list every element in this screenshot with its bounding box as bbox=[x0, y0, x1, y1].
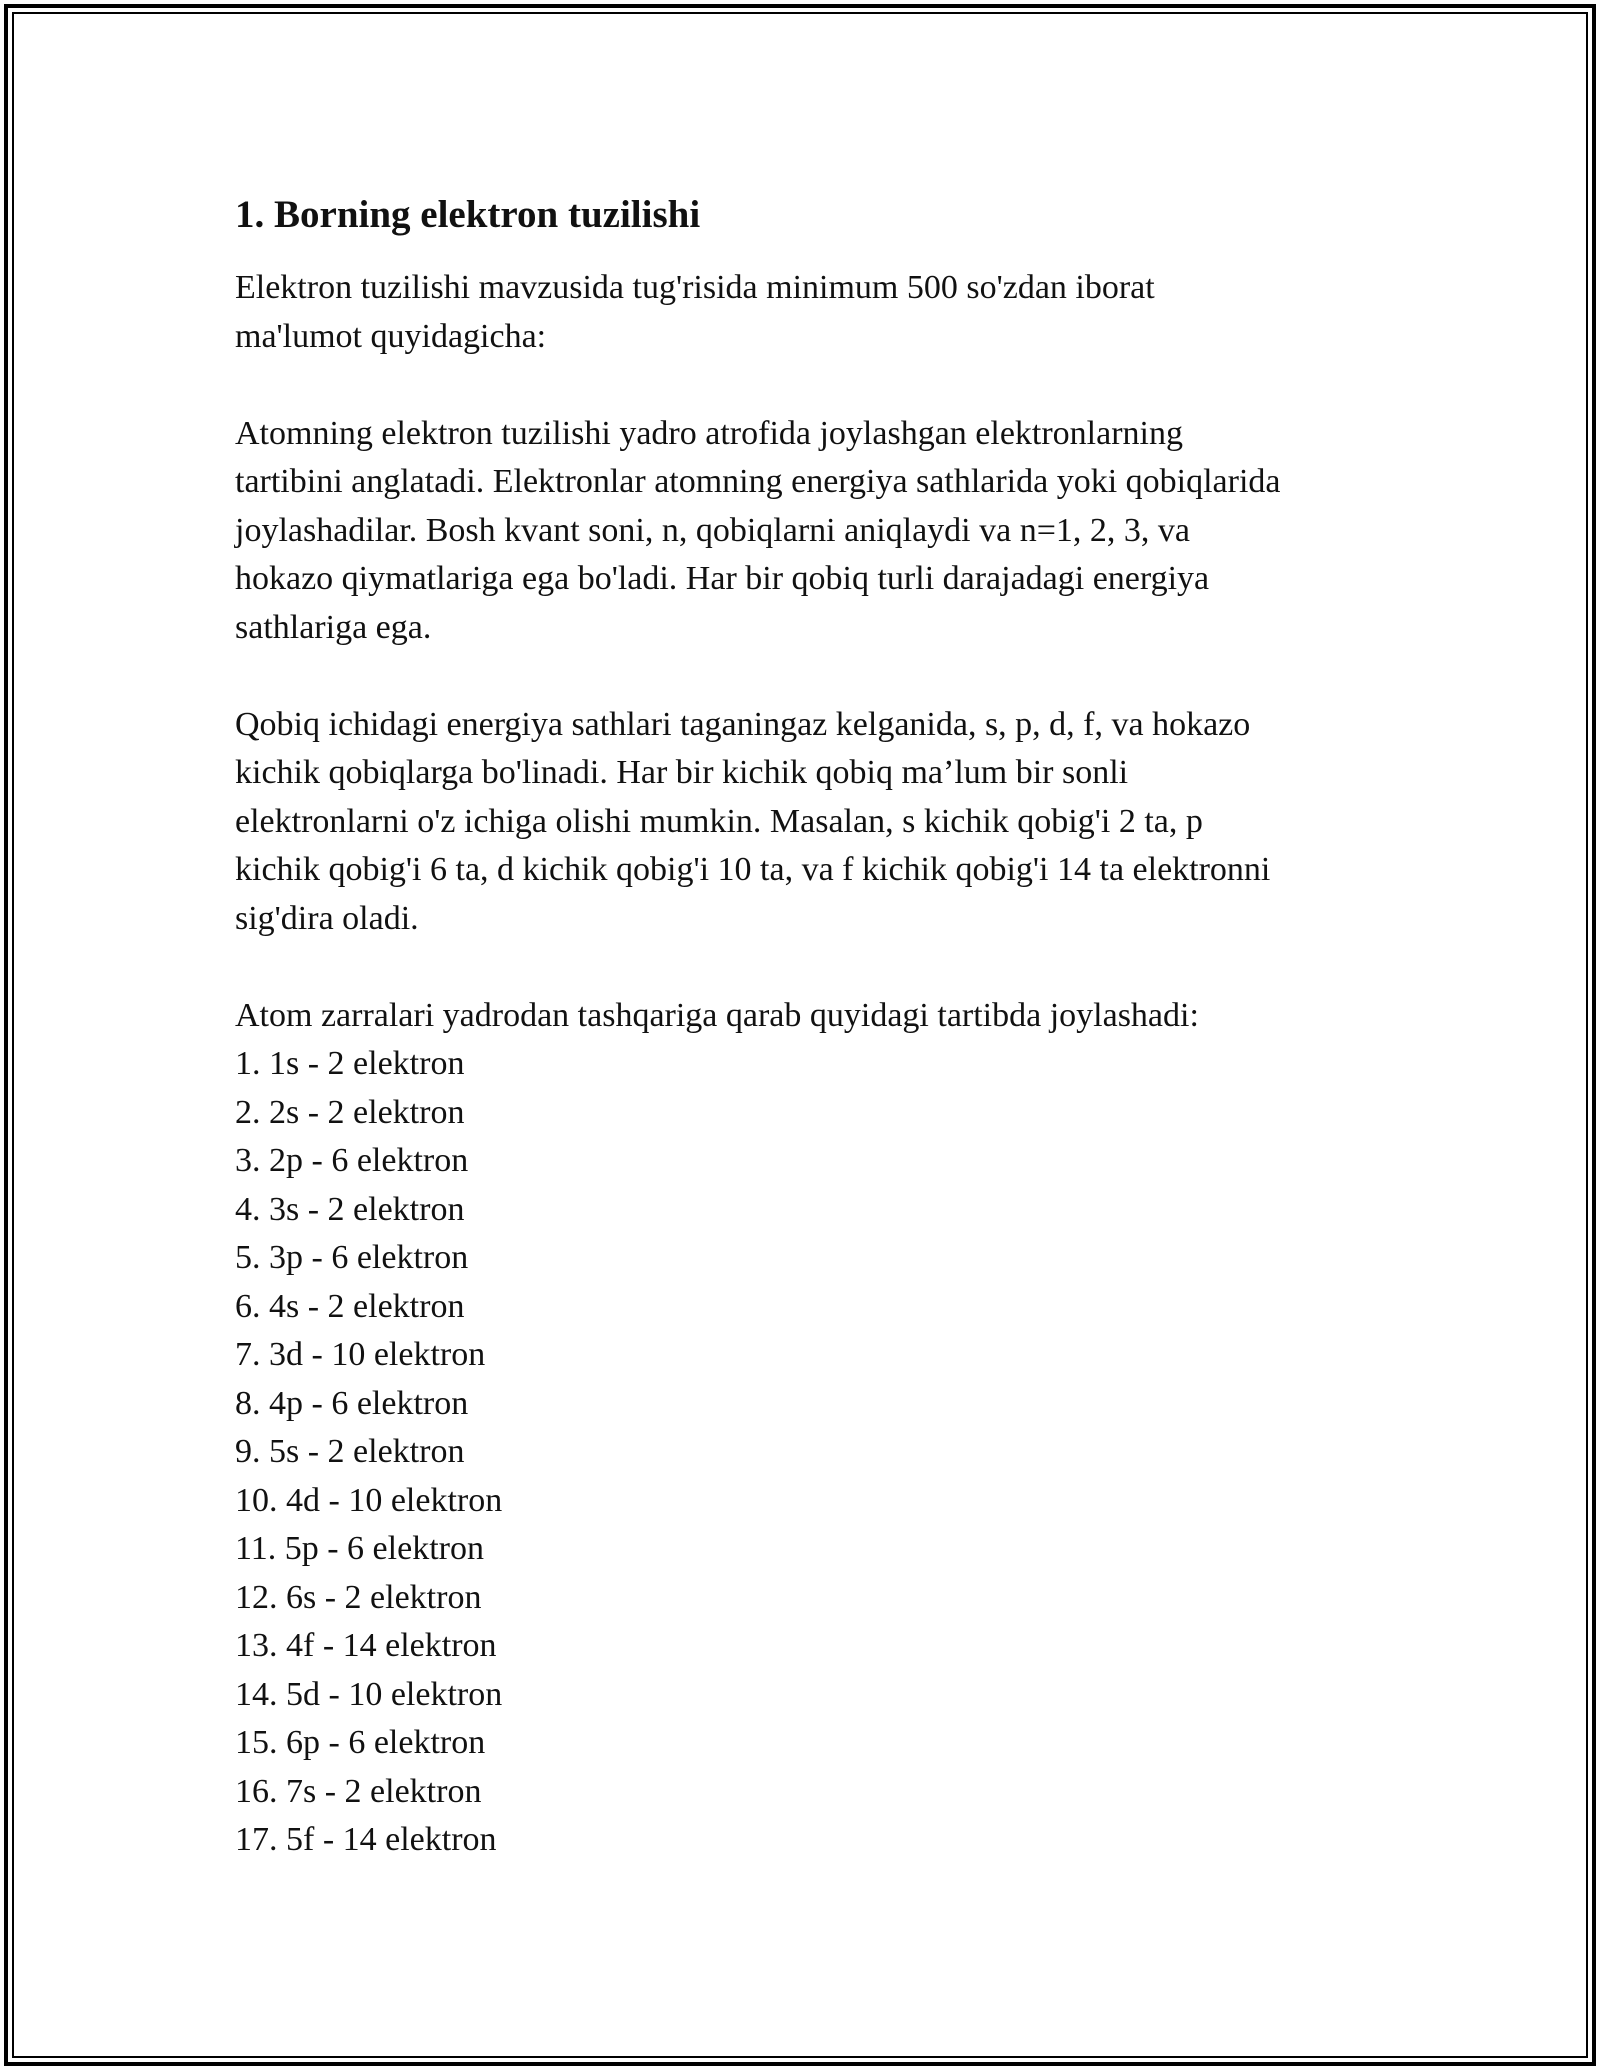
paragraph-subshells: Qobiq ichidagi energiya sathlari taganingaz kelganida, s, p, d, f, va hokazo kichik qobiqlarga bo'linadi. Har bir kichik qobiq ma’lum bir sonli elektronlarni o'z ichiga olishi mumkin. Masalan, s kichik qobig'i 2 ta, p kichik qobig'i 6 ta, d kichik qobig'i 10 ta, va f kichik qobig'i 14 ta elektronni sig'dira oladi. bbox=[235, 705, 1271, 937]
orbital-list bbox=[235, 1040, 1385, 1865]
list-item: 4. 3s - 2 elektron bbox=[235, 1190, 465, 1228]
list-item: 2. 2s - 2 elektron bbox=[235, 1093, 465, 1131]
document-body bbox=[235, 190, 1385, 1865]
orbital-list-intro: Atom zarralari yadrodan tashqariga qarab quyidagi tartibda joylashadi: bbox=[235, 996, 1199, 1034]
list-item: 11. 5p - 6 elektron bbox=[235, 1530, 484, 1567]
list-item: 8. 4p - 6 elektron bbox=[235, 1384, 469, 1422]
intro-paragraph: Elektron tuzilishi mavzusida tug'risida minimum 500 so'zdan iborat ma'lumot quyidagicha: bbox=[235, 269, 1155, 355]
list-item: 17. 5f - 14 elektron bbox=[235, 1821, 497, 1858]
paragraph-electron-structure: Atomning elektron tuzilishi yadro atrofida joylashgan elektronlarning tartibini anglatadi. Elektronlar atomning energiya sathlarida yoki qobiqlarida joylashadilar. Bosh kvant soni, n, qobiqlarni aniqlaydi va n=1, 2, 3, va hokazo qiymatlariga ega bo'ladi. Har bir qobiq turli darajadagi energiya sathlariga ega. bbox=[235, 414, 1281, 646]
list-item: 15. 6p - 6 elektron bbox=[235, 1724, 486, 1761]
list-item: 10. 4d - 10 elektron bbox=[235, 1481, 503, 1519]
list-item: 14. 5d - 10 elektron bbox=[235, 1675, 503, 1713]
list-item: 6. 4s - 2 elektron bbox=[235, 1287, 465, 1325]
list-item: 3. 2p - 6 elektron bbox=[235, 1142, 469, 1179]
list-item: 5. 3p - 6 elektron bbox=[235, 1239, 469, 1276]
list-item: 12. 6s - 2 elektron bbox=[235, 1578, 482, 1616]
list-item: 9. 5s - 2 elektron bbox=[235, 1433, 465, 1470]
section-title: 1. Borning elektron tuzilishi bbox=[235, 193, 701, 236]
list-item: 16. 7s - 2 elektron bbox=[235, 1772, 482, 1810]
list-item: 7. 3d - 10 elektron bbox=[235, 1336, 486, 1373]
list-item: 1. 1s - 2 elektron bbox=[235, 1045, 465, 1082]
list-item: 13. 4f - 14 elektron bbox=[235, 1627, 497, 1664]
